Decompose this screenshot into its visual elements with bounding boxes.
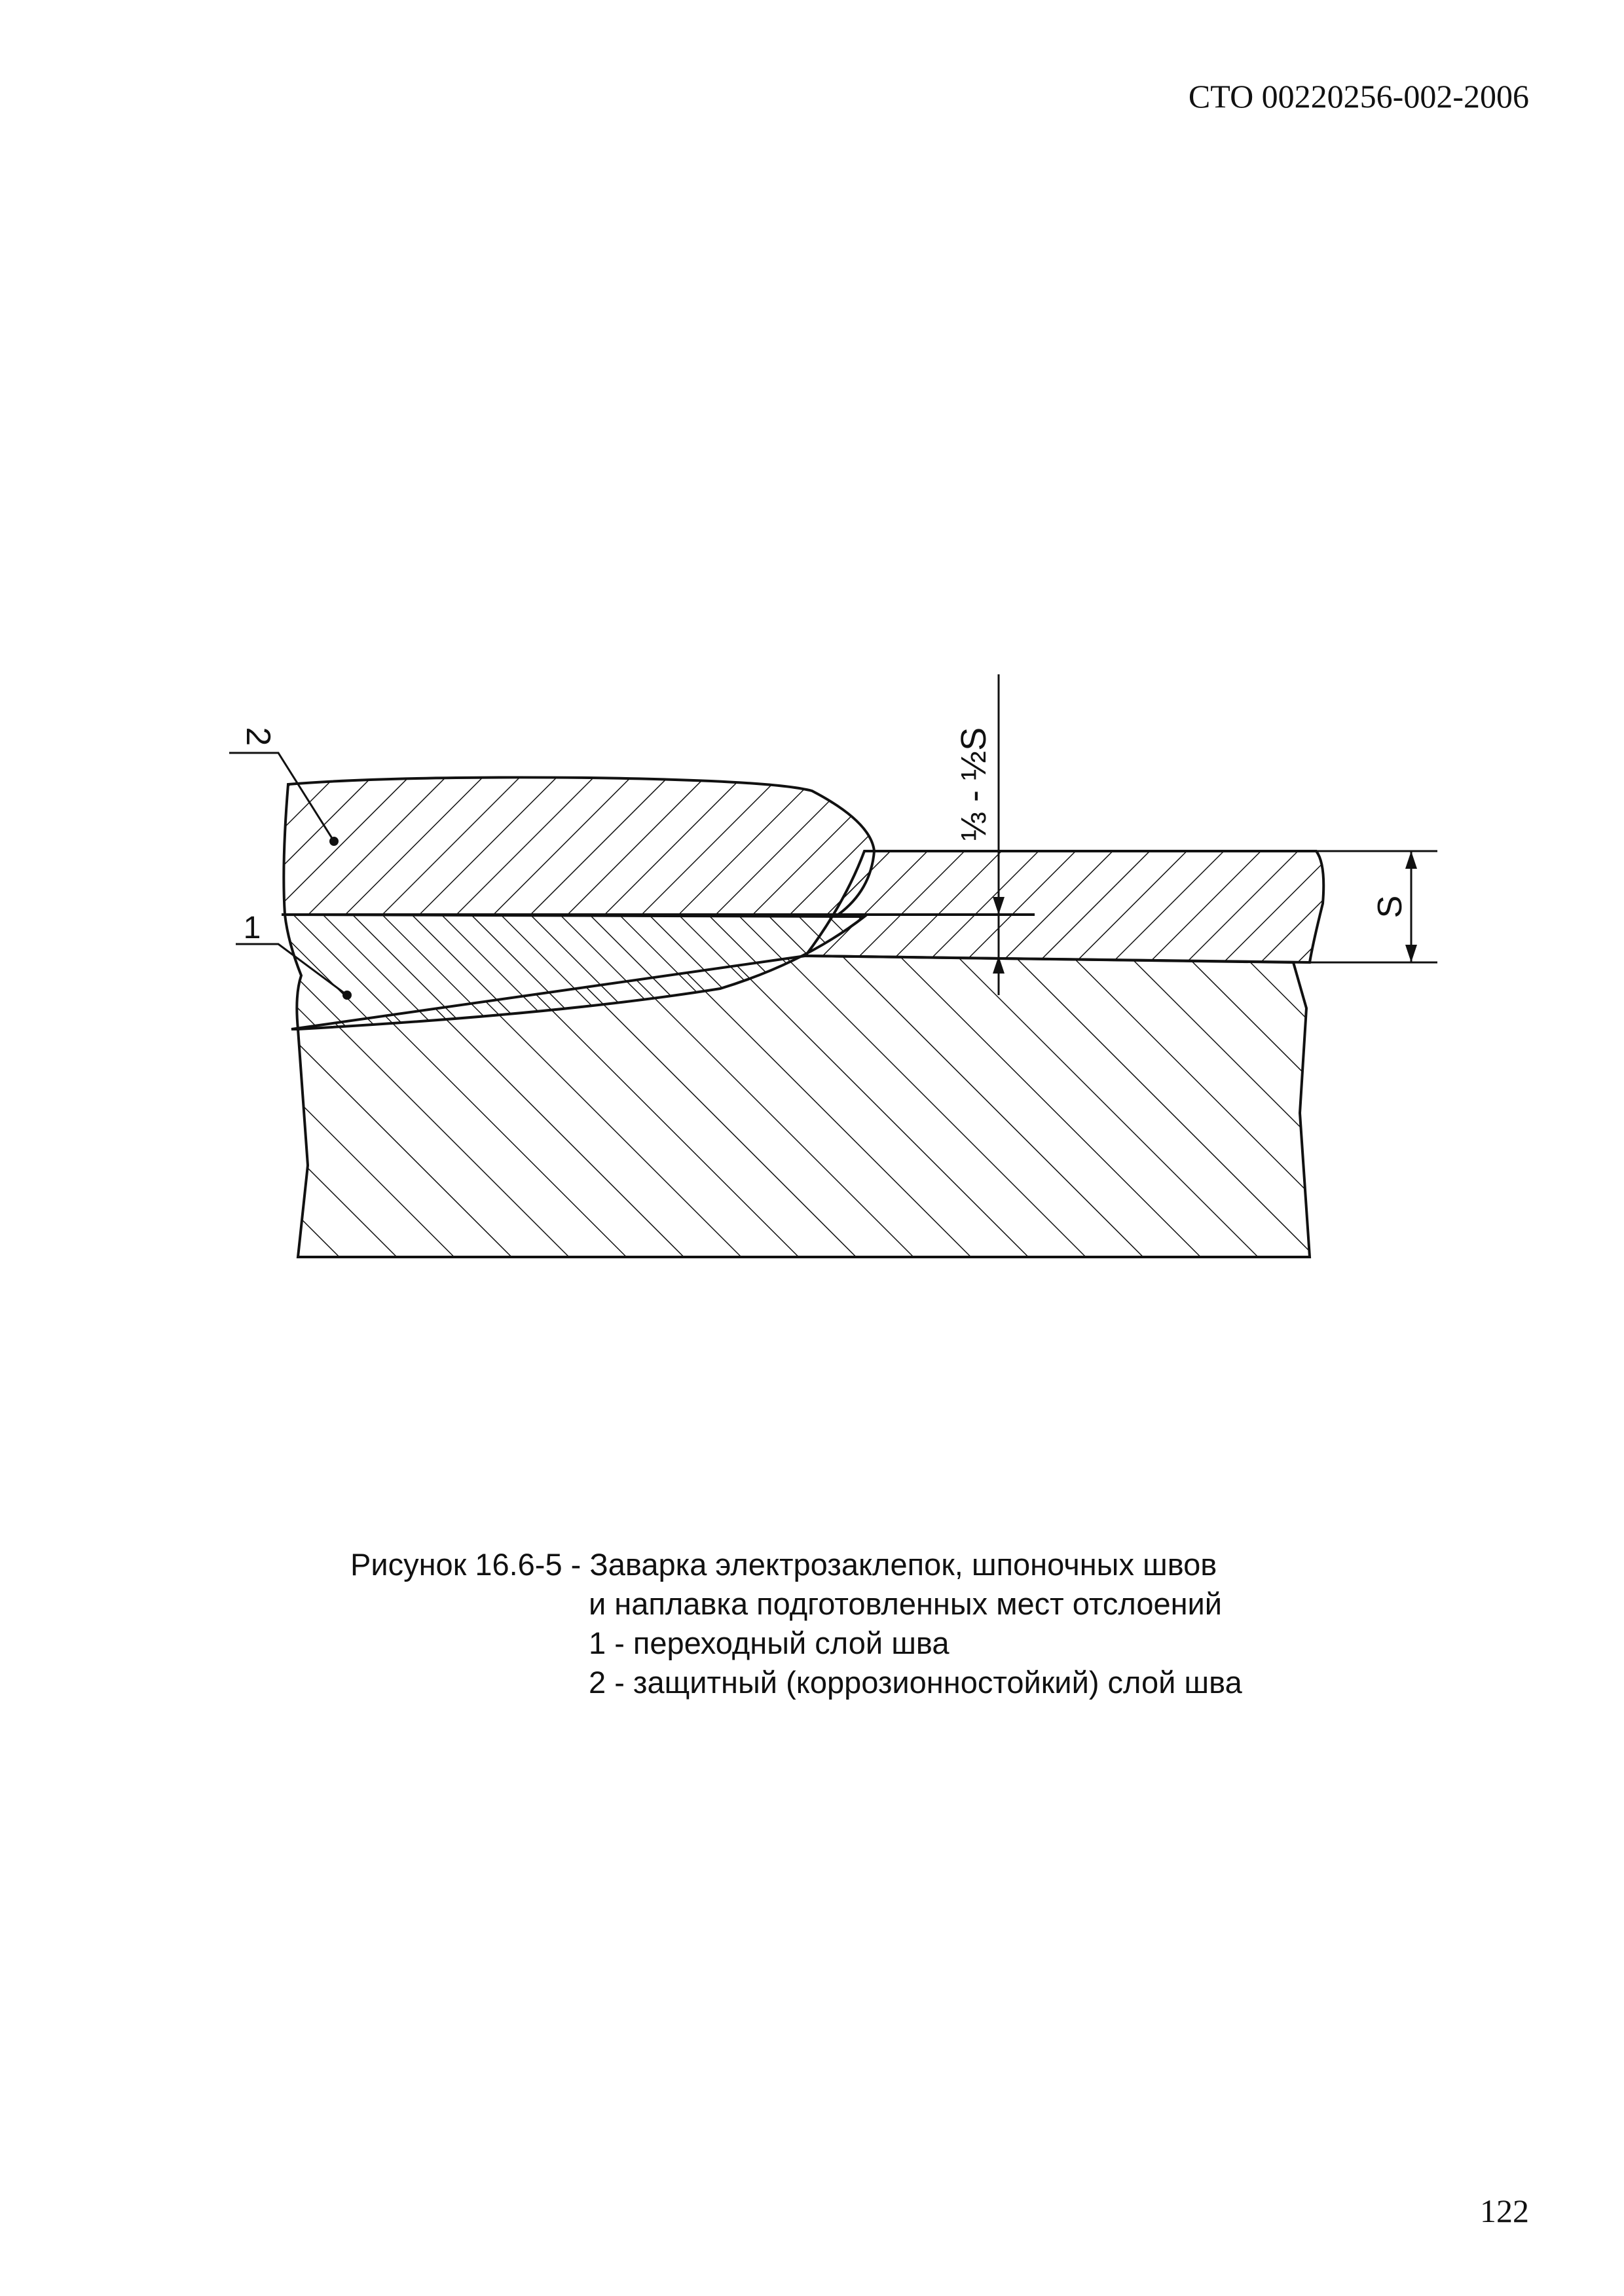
caption-item-1: 1 - переходный слой шва [589, 1626, 950, 1660]
leader-dot-2 [329, 837, 339, 846]
cladding-layer [805, 851, 1323, 962]
protective-layer-2 [284, 777, 874, 915]
caption-subtitle: и наплавка подготовленных мест отслоений [589, 1586, 1223, 1621]
dimension-range-left: ⅓ [954, 811, 993, 841]
dimension-arrow-s-bottom [1405, 945, 1417, 962]
dimension-range-unit: S [954, 727, 993, 751]
layer-1-label: 1 [243, 911, 261, 945]
figure-caption [350, 1545, 1242, 1702]
dimension-range-label [954, 727, 993, 841]
caption-item-2: 2 - защитный (коррозионностойкий) слой шва [589, 1665, 1242, 1700]
caption-title: Рисунок 16.6-5 - Заварка электрозаклепок, шпоночных швов [350, 1547, 1217, 1582]
thickness-label: S [1371, 895, 1409, 919]
dimension-range-right: ½ [954, 750, 993, 780]
dimension-arrow-s-top [1405, 851, 1417, 869]
leader-dot-1 [342, 991, 352, 1000]
document-code: СТО 00220256-002-2006 [1188, 78, 1529, 115]
layer-2-label: 2 [239, 727, 277, 746]
page-number: 122 [1480, 2193, 1529, 2229]
weld-cross-section-drawing [216, 668, 1500, 1322]
dimension-range-sep: - [954, 780, 993, 812]
